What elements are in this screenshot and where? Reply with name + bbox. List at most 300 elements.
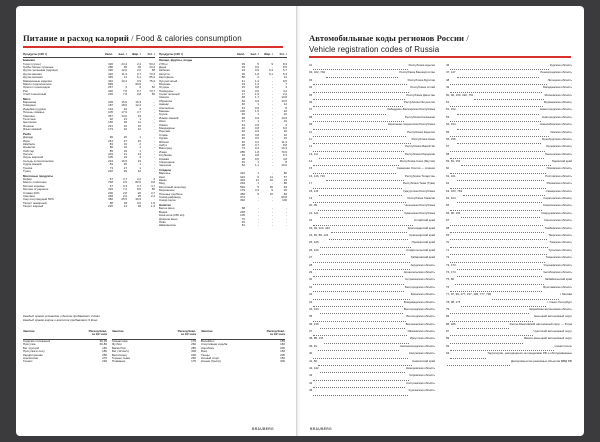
food-name: Печень говяжья <box>23 111 45 115</box>
leader-dots <box>313 197 406 203</box>
leader-dots <box>313 160 399 166</box>
region-code: 87 <box>446 330 450 334</box>
leader-dots <box>450 79 546 85</box>
food-value: 8,8 <box>282 142 287 147</box>
region-code: 86, 186 <box>446 322 456 326</box>
food-value: 4 <box>153 177 155 182</box>
food-name: Сахар песок <box>159 199 176 203</box>
region-name: Иркутская область <box>409 336 435 341</box>
leader-dots <box>450 167 545 173</box>
food-value: 0,7 <box>136 71 141 76</box>
food-value: 90 <box>109 135 113 140</box>
food-value: 10,5 <box>281 98 287 103</box>
region-code: 92 <box>446 344 450 348</box>
food-value: 1 <box>139 148 141 153</box>
food-value: 1,5 <box>150 200 155 205</box>
activities-col-2 <box>112 330 196 364</box>
region-code: 29 <box>309 270 313 274</box>
leader-dots <box>450 234 547 240</box>
region-code-row <box>446 286 572 293</box>
activity-kcal: 260 <box>191 355 196 360</box>
food-value: - <box>154 148 155 153</box>
activity-name: Прогулка в лесу <box>23 350 45 354</box>
region-name: Алтайский край <box>414 218 435 223</box>
food-value: - <box>154 81 155 86</box>
region-name: Московская область <box>544 92 572 97</box>
food-value: 12 <box>137 127 141 132</box>
region-name: Нижегородская область <box>539 107 572 112</box>
leader-dots <box>320 212 403 218</box>
food-value: - <box>272 223 273 228</box>
leader-dots <box>313 138 411 144</box>
food-name: Белое вино <box>159 207 175 211</box>
region-name: Республика Ингушетия <box>404 99 435 104</box>
food-value: 16,3 <box>281 146 287 151</box>
food-value: 1,8 <box>254 149 259 154</box>
food-value: 5 <box>257 61 259 66</box>
food-value: 33 <box>241 64 245 69</box>
food-table-col-2 <box>159 53 287 228</box>
food-value: - <box>272 112 273 117</box>
codes-page-title <box>309 33 469 43</box>
food-value: 0,5 <box>122 180 127 185</box>
region-code: 39, 91 <box>309 344 318 348</box>
food-name: Лук репчатый <box>159 79 178 83</box>
food-value: 13 <box>137 152 141 157</box>
region-name: Самарская область <box>545 188 572 193</box>
food-name: Цыпленок <box>23 121 37 125</box>
activity-name: Альпинизм <box>23 356 38 360</box>
region-code: 46 <box>446 64 450 67</box>
region-name: Курганская область <box>408 388 435 393</box>
food-value: 226 <box>108 92 113 97</box>
food-value: 48 <box>241 95 245 100</box>
food-value: - <box>154 152 155 157</box>
food-value: 1 <box>257 119 259 124</box>
region-code: 67 <box>446 219 450 223</box>
food-value: 9 <box>271 61 273 66</box>
food-value: 2 <box>139 141 141 146</box>
region-name: Забайкальский край <box>544 277 572 282</box>
food-value: 7,6 <box>122 88 127 93</box>
food-value: - <box>272 109 273 114</box>
food-value: 179 <box>240 188 245 193</box>
leader-dots <box>313 108 386 114</box>
food-value: 52 <box>151 85 155 90</box>
food-value: 203 <box>108 152 113 157</box>
activity-name: Бокс <box>201 350 208 354</box>
food-value: 0,6 <box>254 88 259 93</box>
food-value: 15 <box>283 136 287 141</box>
leader-dots <box>313 145 404 151</box>
food-value: 68 <box>151 68 155 73</box>
region-name: Саратовская область <box>543 196 572 201</box>
region-name: Вологодская область <box>406 314 435 319</box>
leader-dots <box>319 153 404 159</box>
activity-name: Плавание <box>112 360 126 364</box>
food-value: 0,4 <box>254 139 259 144</box>
food-value: 0,8 <box>136 92 141 97</box>
food-value: 1,7 <box>254 95 259 100</box>
region-code: 73, 173 <box>446 263 456 267</box>
region-code: 41, 82 <box>309 359 318 363</box>
food-name: Молочный шоколад <box>159 185 186 189</box>
food-value: 21 <box>123 117 127 121</box>
region-name: Новосибирская область <box>539 122 572 127</box>
header-product-2: Продукты (100 г) <box>159 53 183 56</box>
region-code: 45 <box>309 389 313 393</box>
food-value: - <box>272 105 273 110</box>
food-name: Свекла <box>159 96 169 100</box>
region-code: 42, 142 <box>309 367 319 371</box>
activity-kcal: 155 <box>280 339 285 343</box>
food-name: Огурцы <box>159 86 170 90</box>
food-value: - <box>154 141 155 146</box>
codes-col-2 <box>446 64 572 367</box>
activity-kcal: 300 <box>191 349 196 354</box>
food-value: 73 <box>241 146 245 151</box>
activity-kcal: 200 <box>280 352 285 357</box>
food-value: 73,7 <box>149 88 155 93</box>
food-value: 7,2 <box>122 187 127 192</box>
leader-dots <box>450 308 528 314</box>
food-section-header: Сладкое <box>159 167 172 172</box>
region-code: 04 <box>309 86 313 90</box>
food-value: 10 <box>269 191 273 196</box>
region-code: 44 <box>309 381 313 385</box>
food-row <box>159 199 287 202</box>
leader-dots <box>313 94 405 100</box>
food-row <box>23 93 155 96</box>
region-code: 60 <box>446 167 450 171</box>
region-code: 71 <box>446 248 450 252</box>
food-value: 88 <box>109 200 113 205</box>
food-section-header: Мясо <box>23 96 31 101</box>
region-code-row <box>446 360 572 367</box>
region-name: Ленинградская область <box>540 70 572 75</box>
food-value: 12,6 <box>121 68 127 73</box>
food-value: - <box>154 103 155 108</box>
region-name: Кировская область <box>409 373 435 378</box>
food-value: 3 <box>139 106 141 111</box>
food-value: 6 <box>257 174 259 179</box>
food-value: 1,3 <box>150 204 155 209</box>
region-name: Брянская область <box>410 292 435 297</box>
note-carbs: Каждый грамм углеводов и белков прибавляет 4 Ккал. <box>23 314 101 318</box>
food-value: - <box>272 85 273 90</box>
food-value: 0,8 <box>150 180 155 185</box>
food-value: 12 <box>283 102 287 107</box>
region-code: 63, 163, 763 <box>446 189 463 193</box>
region-name: Кемеровская область <box>405 366 435 371</box>
region-code: 30 <box>309 278 313 282</box>
food-name: Дыня <box>159 65 167 69</box>
region-name: Владимирская область <box>403 299 435 304</box>
food-value: 1 <box>257 159 259 164</box>
food-value: - <box>286 223 287 228</box>
food-section-header: Овощи, фрукты, ягоды <box>159 58 193 63</box>
food-name: Шампанское <box>159 224 176 228</box>
food-value: 65,4 <box>149 75 155 80</box>
food-value: 0,8 <box>254 125 259 130</box>
food-name: Камбала <box>23 142 35 146</box>
food-value: - <box>154 117 155 121</box>
region-name: Республика Адыгея <box>408 64 435 67</box>
activity-kcal: 300 <box>280 359 285 364</box>
region-code: 57 <box>446 145 450 149</box>
region-code: 48 <box>446 78 450 82</box>
leader-dots <box>450 64 549 70</box>
food-value: 46 <box>241 102 245 107</box>
region-name: Чеченская Республика <box>404 203 435 208</box>
food-value: - <box>272 142 273 147</box>
leader-dots <box>461 160 550 166</box>
food-name: Лобстер <box>23 149 35 153</box>
leader-dots <box>461 212 540 218</box>
food-name: Кабачки <box>159 69 170 73</box>
food-value: - <box>272 98 273 103</box>
food-value: - <box>154 155 155 160</box>
title-separator: / <box>128 33 136 43</box>
region-code: 69 <box>446 233 450 237</box>
leader-dots <box>457 175 545 181</box>
food-value: 73,3 <box>149 71 155 76</box>
food-value: 134 <box>108 106 113 111</box>
food-name: Черешня <box>159 164 172 168</box>
food-value: 21 <box>255 178 259 183</box>
leader-dots <box>450 352 486 358</box>
food-name: Творог нежирный <box>23 201 47 205</box>
food-value: 209 <box>108 100 113 105</box>
food-value: 1 <box>139 162 141 167</box>
leader-dots <box>461 301 546 307</box>
food-name: Хурма <box>159 137 168 141</box>
food-value: - <box>154 165 155 170</box>
food-value: 24 <box>241 68 245 73</box>
region-name: Республика Башкортостан <box>399 70 435 75</box>
food-value: - <box>154 110 155 115</box>
food-value: 15 <box>137 138 141 143</box>
title-separator-codes: / <box>464 33 469 43</box>
region-code: 55 <box>446 130 450 134</box>
food-name: Кефир <box>23 178 32 182</box>
leader-dots <box>313 79 406 85</box>
food-value: - <box>258 206 259 211</box>
leader-dots <box>450 249 547 255</box>
activity-row <box>23 360 107 363</box>
food-value: - <box>286 219 287 224</box>
food-value: - <box>272 78 273 83</box>
food-name: Икра <box>23 139 30 143</box>
food-value: 8,5 <box>136 187 141 192</box>
food-value: 3 <box>285 122 287 127</box>
food-value: - <box>272 115 273 120</box>
codes-page-subtitle <box>309 44 439 54</box>
leader-dots <box>313 374 408 380</box>
region-name: Рязанская область <box>546 181 572 186</box>
region-code: 22 <box>309 219 313 223</box>
food-value: 17 <box>241 92 245 97</box>
activity-kcal: 180 <box>102 349 107 354</box>
food-name: Сахар-рафинад <box>159 195 181 199</box>
food-value: 82,5 <box>135 180 141 185</box>
right-page <box>300 6 584 436</box>
region-name: Чувашская Республика <box>403 210 435 215</box>
food-value: - <box>286 216 287 221</box>
food-name: Клюква <box>159 157 169 161</box>
food-name: Яблоки <box>159 140 169 144</box>
region-code: 03 <box>309 78 313 82</box>
food-value: 19 <box>137 158 141 163</box>
food-value: 67 <box>109 183 113 188</box>
food-value: 322 <box>240 171 245 176</box>
food-value: 34 <box>241 153 245 158</box>
food-row <box>159 224 287 227</box>
food-row <box>159 164 287 167</box>
food-value: 1 <box>139 165 141 170</box>
region-code: 14 <box>309 160 313 164</box>
leader-dots <box>313 86 409 92</box>
region-name: Омская область <box>550 129 572 134</box>
activity-name: Горные лыжи <box>112 356 130 360</box>
food-value: 23 <box>283 178 287 183</box>
note-fat: Каждый грамм жиров и алкоголя прибавляет 9 Ккал. <box>23 317 99 322</box>
leader-dots <box>318 204 403 210</box>
food-value: 324 <box>240 174 245 179</box>
food-value: 46 <box>241 139 245 144</box>
food-value: 285 <box>240 149 245 154</box>
food-name: Салат зеленый <box>159 93 180 97</box>
food-name: Груша <box>159 113 168 117</box>
food-name: Инжир свежий <box>159 116 179 120</box>
header-carbs: Угл. г <box>147 53 155 56</box>
leader-dots <box>450 153 544 159</box>
region-code: 70 <box>446 241 450 245</box>
food-value: 11 <box>137 120 141 125</box>
food-section-header: Рыба <box>23 131 31 136</box>
region-name: Карачаево-Черкесская Республика <box>387 122 435 127</box>
activity-name: Волейбол <box>201 340 215 343</box>
food-value: - <box>272 119 273 124</box>
leader-dots <box>313 131 406 137</box>
food-name: Помидоры <box>159 89 174 93</box>
food-value: - <box>272 136 273 141</box>
brand-logo-right: BRAUBERG <box>310 427 332 431</box>
region-code-row <box>309 389 435 396</box>
food-value: 1 <box>139 135 141 140</box>
region-name: Тюменская область <box>545 255 572 260</box>
region-code: 18, 118 <box>309 189 319 193</box>
leader-dots <box>450 315 533 321</box>
food-value: 14,6 <box>121 113 127 118</box>
region-name: Республика Коми <box>411 136 435 141</box>
food-value: 8,6 <box>282 125 287 130</box>
region-name: г. Москва <box>559 292 572 297</box>
region-name: Архангельская область <box>403 269 435 274</box>
region-name: Тамбовская область <box>544 225 572 230</box>
food-section-header: Молочные продукты <box>23 173 53 178</box>
food-value: 7 <box>285 81 287 86</box>
leader-dots <box>313 315 405 321</box>
food-value: 330 <box>108 68 113 73</box>
food-value: - <box>272 216 273 221</box>
food-value: 46 <box>241 129 245 134</box>
activity-name: Гимнастика <box>112 340 128 343</box>
food-value: 6,1 <box>136 75 141 80</box>
activity-name: Футбол <box>112 343 122 347</box>
food-name: Лосось <box>23 153 33 157</box>
region-code: 75, 80 <box>446 278 455 282</box>
food-value: 100 <box>240 109 245 114</box>
region-name: Костромская область <box>406 380 435 385</box>
food-value: - <box>272 88 273 93</box>
food-value: 326 <box>108 61 113 66</box>
leader-dots <box>324 337 408 343</box>
leader-dots <box>313 293 410 299</box>
food-section-header: Бакалея <box>23 58 35 63</box>
region-code: 15 <box>309 167 313 171</box>
region-code: 28 <box>309 263 313 267</box>
activity-kcal: 175 <box>191 359 196 364</box>
food-value: 43 <box>241 122 245 127</box>
region-name: Ставропольский край <box>406 247 435 252</box>
region-code: 19 <box>309 197 313 201</box>
food-value: 92 <box>109 117 113 121</box>
title-ru: Питание и расход калорий <box>23 33 129 43</box>
activity-kcal: 230 <box>102 359 107 364</box>
activity-kcal: 60-80 <box>99 342 107 347</box>
leader-dots <box>313 264 409 270</box>
region-name: Ульяновская область <box>543 262 572 267</box>
food-name: Водка <box>159 210 168 214</box>
food-value: - <box>286 209 287 214</box>
food-name: Масло подсолнечное <box>23 82 52 86</box>
activity-kcal: 150 <box>280 349 285 354</box>
left-page <box>16 6 298 436</box>
food-name: Пиво <box>159 220 166 224</box>
region-name: Магаданская область <box>543 85 572 90</box>
region-name: Волгоградская область <box>403 306 435 311</box>
leader-dots <box>313 256 409 262</box>
food-value: 1 <box>257 171 259 176</box>
food-value: 23,4 <box>121 61 127 66</box>
food-value: 17,9 <box>121 110 127 115</box>
food-name: Молоко коровье <box>23 184 45 188</box>
food-value: - <box>154 123 155 128</box>
food-value: 6 <box>139 85 141 90</box>
food-value: 156 <box>108 120 113 125</box>
region-code: 13, 113 <box>309 152 319 156</box>
food-value: - <box>272 198 273 203</box>
region-code: 27 <box>309 256 313 260</box>
region-name: Смоленская область <box>544 218 572 223</box>
food-value: 29 <box>123 169 127 174</box>
food-name: Сливки 20% <box>23 191 40 195</box>
food-value: 41 <box>241 78 245 83</box>
food-value: - <box>272 125 273 130</box>
region-code: 37 <box>309 330 313 334</box>
food-value: 99,8 <box>281 194 287 199</box>
food-value: 10 <box>283 129 287 134</box>
food-value: - <box>272 163 273 168</box>
food-value: 2,8 <box>122 190 127 195</box>
food-value: 68 <box>241 115 245 120</box>
food-value: 45 <box>241 132 245 137</box>
activities-header <box>112 330 196 340</box>
region-name: Калининградская область <box>400 343 435 348</box>
food-value: - <box>272 171 273 176</box>
food-value: 47 <box>241 119 245 124</box>
